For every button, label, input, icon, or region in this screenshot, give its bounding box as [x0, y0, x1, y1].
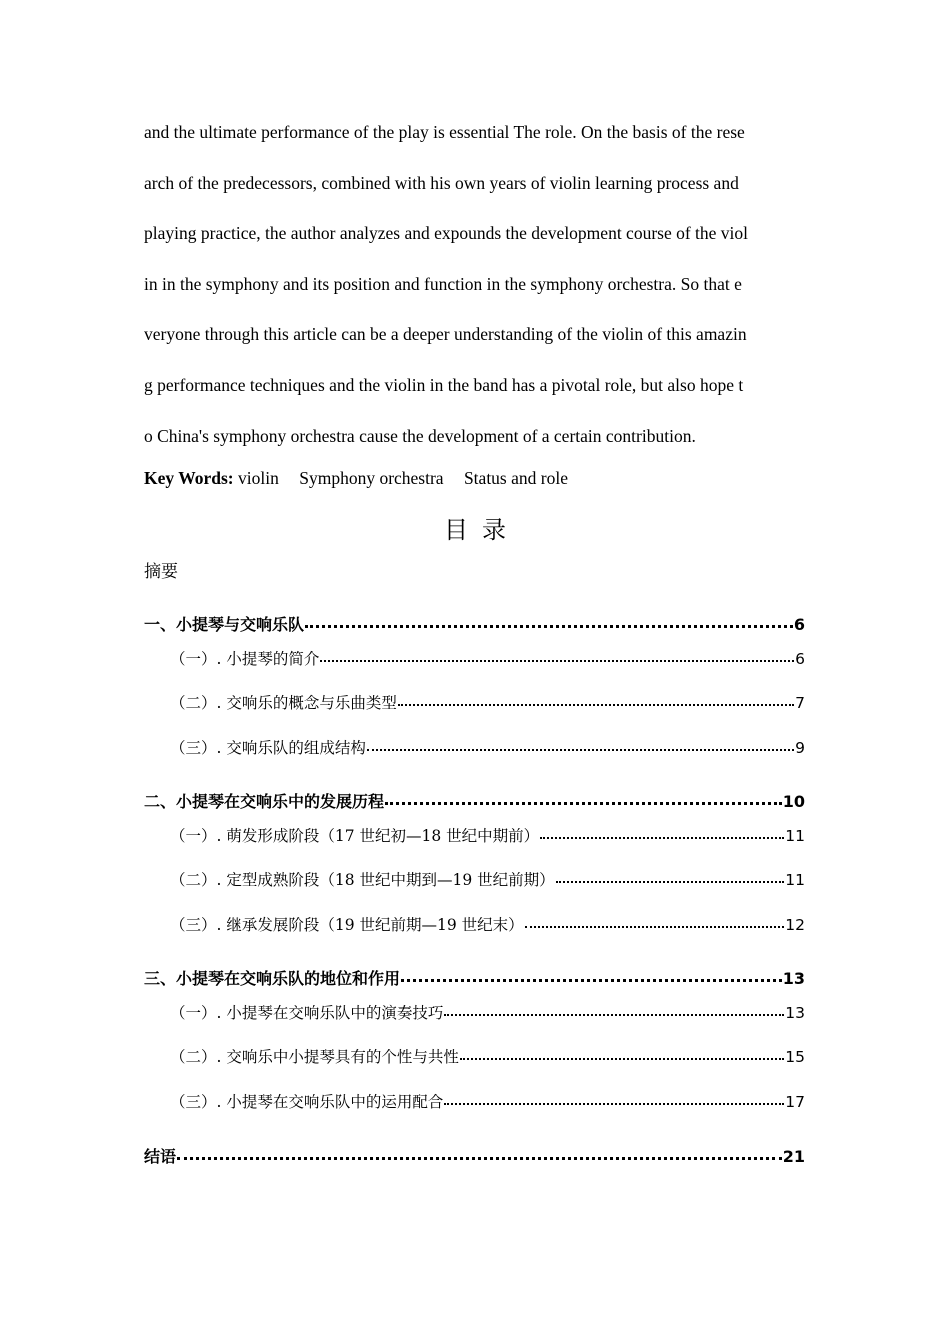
- toc-section-1-1[interactable]: [170, 647, 805, 669]
- toc-title: 目录: [444, 516, 520, 544]
- toc-leader: [444, 1103, 784, 1105]
- toc-page-number: 13: [782, 969, 805, 988]
- toc-leader: [556, 881, 785, 883]
- toc-section-1-2[interactable]: [170, 691, 805, 713]
- toc-section-3-2[interactable]: [170, 1045, 805, 1067]
- toc-page-number: 9: [795, 739, 805, 757]
- toc-section-2-3[interactable]: [170, 913, 805, 935]
- toc-page-number: 6: [795, 650, 805, 668]
- keyword-item: violin: [238, 468, 279, 488]
- toc-section-title: （二）. 交响乐中小提琴具有的个性与共性: [170, 1048, 459, 1066]
- abstract-line: and the ultimate performance of the play is essential The role. On the basis of the rese: [144, 122, 745, 142]
- toc-chapter-3[interactable]: [144, 966, 805, 989]
- toc-leader: [367, 749, 794, 751]
- abstract-line: o China's symphony orchestra cause the development of a certain contribution.: [144, 425, 696, 446]
- toc-section-title: （三）. 继承发展阶段（19 世纪前期—19 世纪末）: [170, 916, 524, 934]
- abstract-line: playing practice, the author analyzes and expounds the development course of the viol: [144, 223, 749, 244]
- toc-leader: [320, 660, 794, 662]
- toc-section-title: （二）. 定型成熟阶段（18 世纪中期到—19 世纪前期）: [170, 871, 555, 889]
- keyword-item: Status and role: [463, 468, 568, 488]
- toc-page-number: 13: [785, 1004, 805, 1022]
- toc-leader: [460, 1058, 784, 1060]
- toc-page-number: 21: [782, 1147, 805, 1166]
- toc-page-number: 15: [785, 1048, 805, 1066]
- toc-leader: [177, 1157, 782, 1160]
- toc-page-number: 12: [785, 916, 805, 934]
- toc-section-3-1[interactable]: [170, 1001, 805, 1023]
- english-abstract: [144, 118, 806, 472]
- toc-section-title: （三）. 小提琴在交响乐队中的运用配合: [170, 1093, 444, 1111]
- toc-page-number: 10: [782, 792, 805, 811]
- toc-chapter-title: 三、小提琴在交响乐队的地位和作用: [144, 969, 401, 988]
- toc-chapter-title: 结语: [144, 1147, 177, 1166]
- keyword-item: Symphony orchestra: [299, 468, 444, 488]
- toc-chapter-conclusion[interactable]: [144, 1144, 805, 1167]
- keywords-label: Key Words:: [144, 468, 234, 488]
- toc-section-2-1[interactable]: [170, 824, 805, 846]
- toc-leader: [540, 837, 784, 839]
- toc-chapter-2[interactable]: [144, 789, 805, 812]
- toc-page-number: 11: [785, 871, 805, 889]
- abstract-line: veryone through this article can be a deeper understanding of the violin of this amazin: [144, 324, 747, 345]
- toc-abstract-entry[interactable]: 摘要: [144, 562, 178, 582]
- abstract-line: g performance techniques and the violin in the band has a pivotal role, but also hope t: [144, 374, 744, 395]
- toc-page-number: 6: [793, 615, 805, 634]
- toc-page-number: 11: [785, 827, 805, 845]
- toc-page-number: 7: [795, 694, 805, 712]
- abstract-line: in in the symphony and its position and function in the symphony orchestra. So that e: [144, 273, 742, 294]
- keywords: [144, 468, 584, 489]
- toc-chapter-title: 二、小提琴在交响乐中的发展历程: [144, 792, 385, 811]
- toc-section-3-3[interactable]: [170, 1090, 805, 1112]
- toc-section-title: （一）. 小提琴在交响乐队中的演奏技巧: [170, 1004, 444, 1022]
- toc-leader: [385, 802, 782, 805]
- toc-leader: [401, 979, 782, 982]
- toc-section-2-2[interactable]: [170, 868, 805, 890]
- toc-section-title: （一）. 小提琴的简介: [170, 650, 320, 668]
- toc-chapter-1[interactable]: [144, 612, 805, 635]
- toc-section-title: （一）. 萌发形成阶段（17 世纪初—18 世纪中期前）: [170, 827, 540, 845]
- toc-leader: [398, 704, 794, 706]
- toc-leader: [444, 1014, 784, 1016]
- toc-chapter-title: 一、小提琴与交响乐队: [144, 615, 305, 634]
- toc-page-number: 17: [785, 1093, 805, 1111]
- toc-section-1-3[interactable]: [170, 736, 805, 758]
- toc-section-title: （三）. 交响乐队的组成结构: [170, 739, 366, 757]
- toc-leader: [525, 926, 785, 928]
- toc-section-title: （二）. 交响乐的概念与乐曲类型: [170, 694, 397, 712]
- toc-leader: [305, 625, 793, 628]
- abstract-line: arch of the predecessors, combined with his own years of violin learning process and: [144, 172, 739, 193]
